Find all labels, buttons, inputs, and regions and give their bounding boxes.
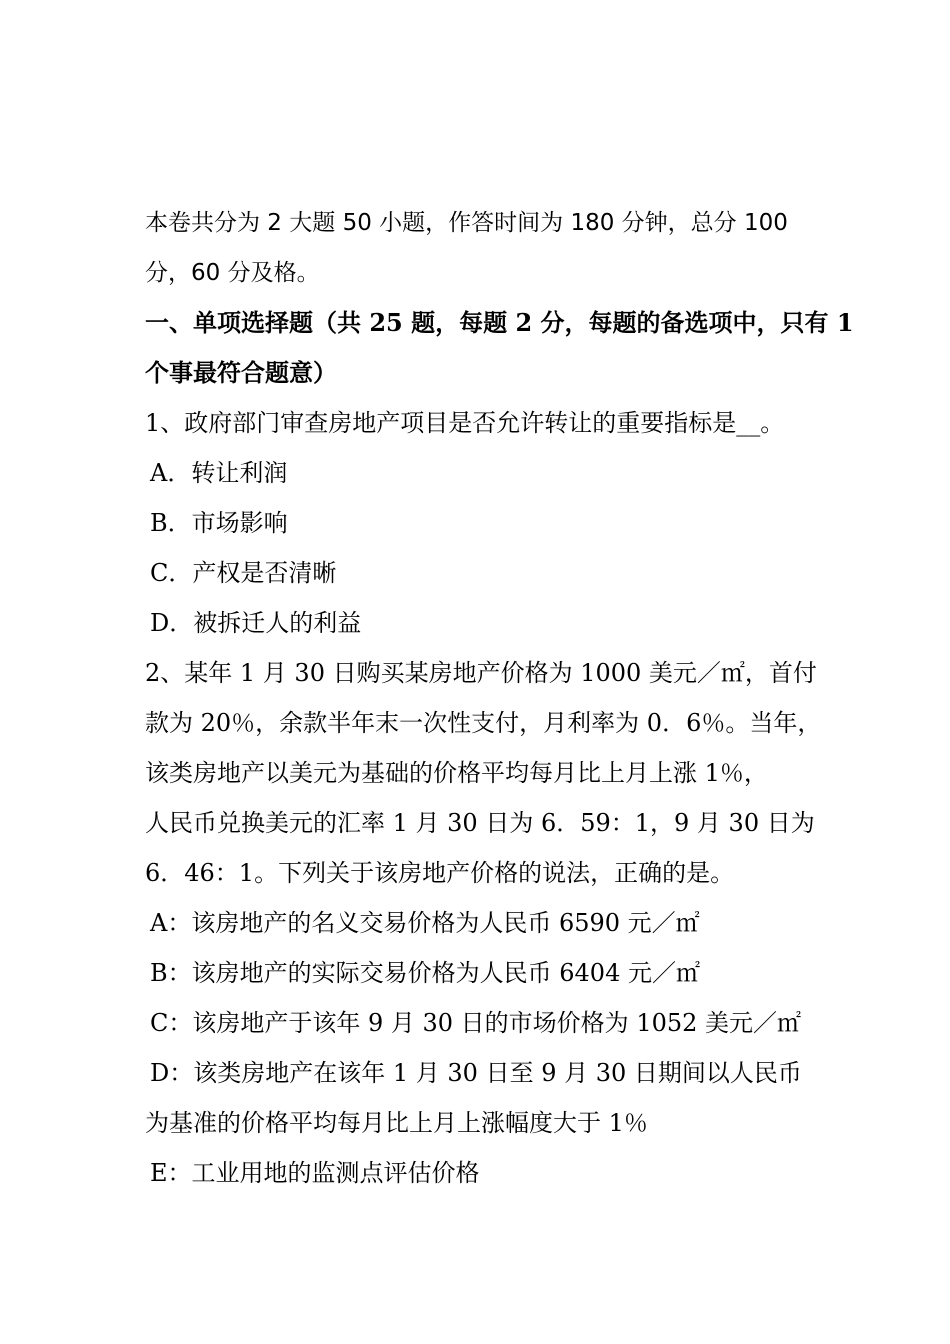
- question-2-stem-line-4: 人民币兑换美元的汇率 1 月 30 日为 6．59：1，9 月 30 日为: [145, 809, 815, 837]
- question-2-stem-line-3: 该类房地产以美元为基础的价格平均每月比上月上涨 1％，: [145, 759, 768, 787]
- question-2-option-b: B：该房地产的实际交易价格为人民币 6404 元／㎡: [150, 959, 700, 987]
- question-2-option-d-continued: 为基准的价格平均每月比上月上涨幅度大于 1％: [145, 1109, 648, 1137]
- question-2-stem-line-1: 2、某年 1 月 30 日购买某房地产价格为 1000 美元／㎡，首付: [145, 659, 817, 687]
- section-heading-line-1: 一、单项选择题（共 25 题，每题 2 分，每题的备选项中，只有 1: [145, 308, 854, 337]
- question-2-stem-line-5: 6．46：1。下列关于该房地产价格的说法，正确的是。: [145, 859, 735, 887]
- question-2-option-e: E：工业用地的监测点评估价格: [150, 1159, 480, 1187]
- section-heading-line-2: 个事最符合题意）: [145, 358, 337, 387]
- question-2-option-a: A：该房地产的名义交易价格为人民币 6590 元／㎡: [150, 909, 700, 937]
- exam-intro-line-2: 分，60 分及格。: [145, 260, 320, 286]
- question-1-option-b: B．市场影响: [150, 509, 288, 537]
- question-2-option-d: D：该类房地产在该年 1 月 30 日至 9 月 30 日期间以人民币: [150, 1059, 802, 1087]
- question-1-stem: 1、政府部门审查房地产项目是否允许转让的重要指标是__。: [145, 409, 785, 437]
- question-1-option-c: C．产权是否清晰: [150, 559, 337, 587]
- question-2-option-c: C：该房地产于该年 9 月 30 日的市场价格为 1052 美元／㎡: [150, 1009, 802, 1037]
- document-page: [145, 198, 854, 1198]
- question-1-option-d: D．被拆迁人的利益: [150, 609, 362, 637]
- exam-intro-line-1: 本卷共分为 2 大题 50 小题，作答时间为 180 分钟，总分 100: [145, 210, 788, 236]
- question-2-stem-line-2: 款为 20％，余款半年末一次性支付，月利率为 0．6％。当年，: [145, 709, 822, 737]
- question-1-option-a: A．转让利润: [150, 459, 288, 487]
